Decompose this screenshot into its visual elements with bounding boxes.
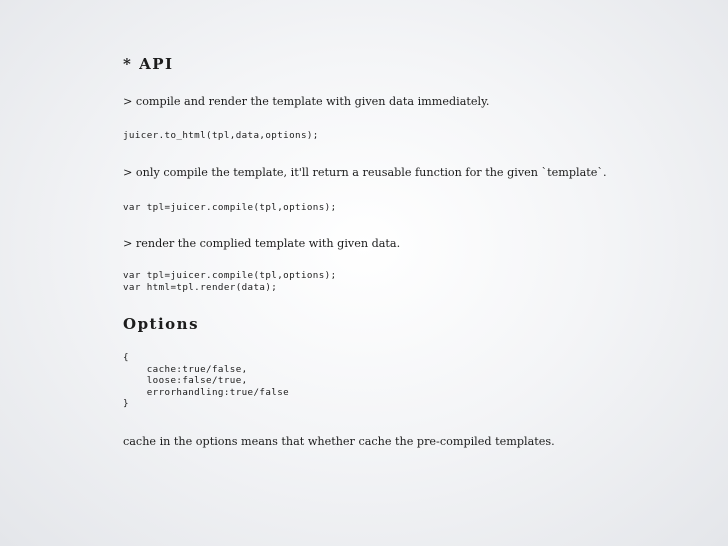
compile-code: var tpl=juicer.compile(tpl,options); xyxy=(123,202,337,213)
render-code: var tpl=juicer.compile(tpl,options); var html=tpl.render(data); xyxy=(123,270,337,293)
api-heading: * API xyxy=(123,55,174,73)
options-heading: Options xyxy=(123,315,200,333)
compile-only-description: > only compile the template, it'll return a reusable function for the given `template`. xyxy=(123,166,607,179)
options-code: { cache:true/false, loose:false/true, errorhandling:true/false } xyxy=(123,352,290,409)
to-html-code: juicer.to_html(tpl,data,options); xyxy=(123,130,319,141)
render-description: > render the complied template with given data. xyxy=(123,237,401,250)
slide-content xyxy=(123,0,713,546)
cache-footnote: cache in the options means that whether cache the pre-compiled templates. xyxy=(123,435,555,448)
compile-render-description: > compile and render the template with given data immediately. xyxy=(123,95,490,108)
